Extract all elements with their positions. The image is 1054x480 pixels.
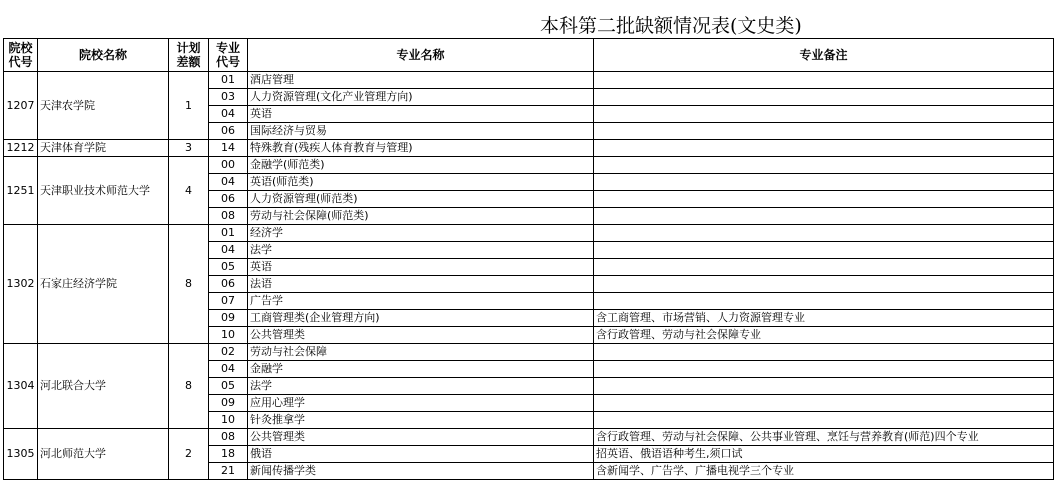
table-body <box>4 72 1054 480</box>
major-name-cell[interactable]: 广告学 <box>248 293 594 310</box>
major-code-cell[interactable]: 00 <box>209 157 248 174</box>
major-note-cell[interactable]: 含行政管理、劳动与社会保障专业 <box>594 327 1054 344</box>
major-code-cell[interactable]: 08 <box>209 429 248 446</box>
school-code-cell[interactable]: 1207 <box>4 72 38 140</box>
major-name-cell[interactable]: 英语 <box>248 259 594 276</box>
school-code-cell[interactable]: 1302 <box>4 225 38 344</box>
vacancy-table <box>3 38 1054 480</box>
major-name-cell[interactable]: 法学 <box>248 378 594 395</box>
table-row <box>4 344 1054 361</box>
school-code-cell[interactable]: 1212 <box>4 140 38 157</box>
major-code-cell[interactable]: 04 <box>209 106 248 123</box>
header-school-name: 院校名称 <box>38 39 169 72</box>
major-name-cell[interactable]: 法语 <box>248 276 594 293</box>
header-school-code: 院校 代号 <box>4 39 38 72</box>
table-row <box>4 429 1054 446</box>
plan-gap-cell[interactable]: 8 <box>169 344 209 429</box>
school-name-cell[interactable]: 天津职业技术师范大学 <box>38 157 169 225</box>
major-name-cell[interactable]: 经济学 <box>248 225 594 242</box>
major-note-cell[interactable] <box>594 140 1054 157</box>
major-code-cell[interactable]: 06 <box>209 276 248 293</box>
major-note-cell[interactable] <box>594 361 1054 378</box>
header-plan-gap: 计划 差额 <box>169 39 209 72</box>
major-note-cell[interactable]: 含行政管理、劳动与社会保障、公共事业管理、烹饪与营养教育(师范)四个专业 <box>594 429 1054 446</box>
major-code-cell[interactable]: 05 <box>209 259 248 276</box>
plan-gap-cell[interactable]: 1 <box>169 72 209 140</box>
major-code-cell[interactable]: 06 <box>209 191 248 208</box>
major-note-cell[interactable] <box>594 157 1054 174</box>
major-name-cell[interactable]: 英语(师范类) <box>248 174 594 191</box>
major-note-cell[interactable] <box>594 208 1054 225</box>
school-name-cell[interactable]: 石家庄经济学院 <box>38 225 169 344</box>
major-name-cell[interactable]: 公共管理类 <box>248 429 594 446</box>
major-code-cell[interactable]: 04 <box>209 242 248 259</box>
major-name-cell[interactable]: 英语 <box>248 106 594 123</box>
school-name-cell[interactable]: 天津体育学院 <box>38 140 169 157</box>
major-code-cell[interactable]: 08 <box>209 208 248 225</box>
major-name-cell[interactable]: 针灸推拿学 <box>248 412 594 429</box>
major-note-cell[interactable] <box>594 276 1054 293</box>
major-code-cell[interactable]: 07 <box>209 293 248 310</box>
school-code-cell[interactable]: 1251 <box>4 157 38 225</box>
major-note-cell[interactable] <box>594 395 1054 412</box>
major-note-cell[interactable] <box>594 89 1054 106</box>
major-note-cell[interactable] <box>594 225 1054 242</box>
major-name-cell[interactable]: 劳动与社会保障(师范类) <box>248 208 594 225</box>
major-note-cell[interactable]: 含工商管理、市场营销、人力资源管理专业 <box>594 310 1054 327</box>
major-code-cell[interactable]: 21 <box>209 463 248 480</box>
major-note-cell[interactable] <box>594 191 1054 208</box>
major-note-cell[interactable]: 招英语、俄语语种考生,须口试 <box>594 446 1054 463</box>
table-row <box>4 225 1054 242</box>
major-note-cell[interactable] <box>594 242 1054 259</box>
major-name-cell[interactable]: 公共管理类 <box>248 327 594 344</box>
plan-gap-cell[interactable]: 4 <box>169 157 209 225</box>
major-name-cell[interactable]: 应用心理学 <box>248 395 594 412</box>
major-code-cell[interactable]: 02 <box>209 344 248 361</box>
major-code-cell[interactable]: 04 <box>209 174 248 191</box>
major-name-cell[interactable]: 金融学 <box>248 361 594 378</box>
major-code-cell[interactable]: 03 <box>209 89 248 106</box>
major-code-cell[interactable]: 10 <box>209 412 248 429</box>
header-major-code: 专业 代号 <box>209 39 248 72</box>
major-code-cell[interactable]: 06 <box>209 123 248 140</box>
major-code-cell[interactable]: 09 <box>209 395 248 412</box>
school-name-cell[interactable]: 河北联合大学 <box>38 344 169 429</box>
major-code-cell[interactable]: 09 <box>209 310 248 327</box>
major-code-cell[interactable]: 14 <box>209 140 248 157</box>
table-row <box>4 140 1054 157</box>
school-code-cell[interactable]: 1305 <box>4 429 38 480</box>
table-row <box>4 157 1054 174</box>
major-name-cell[interactable]: 新闻传播学类 <box>248 463 594 480</box>
major-name-cell[interactable]: 酒店管理 <box>248 72 594 89</box>
major-note-cell[interactable] <box>594 378 1054 395</box>
header-major-note: 专业备注 <box>594 39 1054 72</box>
plan-gap-cell[interactable]: 8 <box>169 225 209 344</box>
major-name-cell[interactable]: 人力资源管理(师范类) <box>248 191 594 208</box>
major-name-cell[interactable]: 金融学(师范类) <box>248 157 594 174</box>
major-note-cell[interactable] <box>594 123 1054 140</box>
table-row <box>4 72 1054 89</box>
major-note-cell[interactable] <box>594 259 1054 276</box>
major-name-cell[interactable]: 国际经济与贸易 <box>248 123 594 140</box>
school-name-cell[interactable]: 天津农学院 <box>38 72 169 140</box>
major-code-cell[interactable]: 18 <box>209 446 248 463</box>
header-row <box>4 39 1054 72</box>
major-code-cell[interactable]: 01 <box>209 72 248 89</box>
school-name-cell[interactable]: 河北师范大学 <box>38 429 169 480</box>
page-title: 本科第二批缺额情况表(文史类) <box>540 15 802 37</box>
major-note-cell[interactable] <box>594 174 1054 191</box>
major-note-cell[interactable]: 含新闻学、广告学、广播电视学三个专业 <box>594 463 1054 480</box>
major-code-cell[interactable]: 01 <box>209 225 248 242</box>
major-name-cell[interactable]: 俄语 <box>248 446 594 463</box>
major-name-cell[interactable]: 人力资源管理(文化产业管理方向) <box>248 89 594 106</box>
major-note-cell[interactable] <box>594 344 1054 361</box>
plan-gap-cell[interactable]: 3 <box>169 140 209 157</box>
major-code-cell[interactable]: 04 <box>209 361 248 378</box>
major-name-cell[interactable]: 法学 <box>248 242 594 259</box>
major-note-cell[interactable] <box>594 293 1054 310</box>
major-note-cell[interactable] <box>594 106 1054 123</box>
major-name-cell[interactable]: 工商管理类(企业管理方向) <box>248 310 594 327</box>
major-name-cell[interactable]: 特殊教育(残疾人体育教育与管理) <box>248 140 594 157</box>
major-name-cell[interactable]: 劳动与社会保障 <box>248 344 594 361</box>
major-code-cell[interactable]: 10 <box>209 327 248 344</box>
plan-gap-cell[interactable]: 2 <box>169 429 209 480</box>
school-code-cell[interactable]: 1304 <box>4 344 38 429</box>
major-note-cell[interactable] <box>594 72 1054 89</box>
major-note-cell[interactable] <box>594 412 1054 429</box>
header-major-name: 专业名称 <box>248 39 594 72</box>
major-code-cell[interactable]: 05 <box>209 378 248 395</box>
